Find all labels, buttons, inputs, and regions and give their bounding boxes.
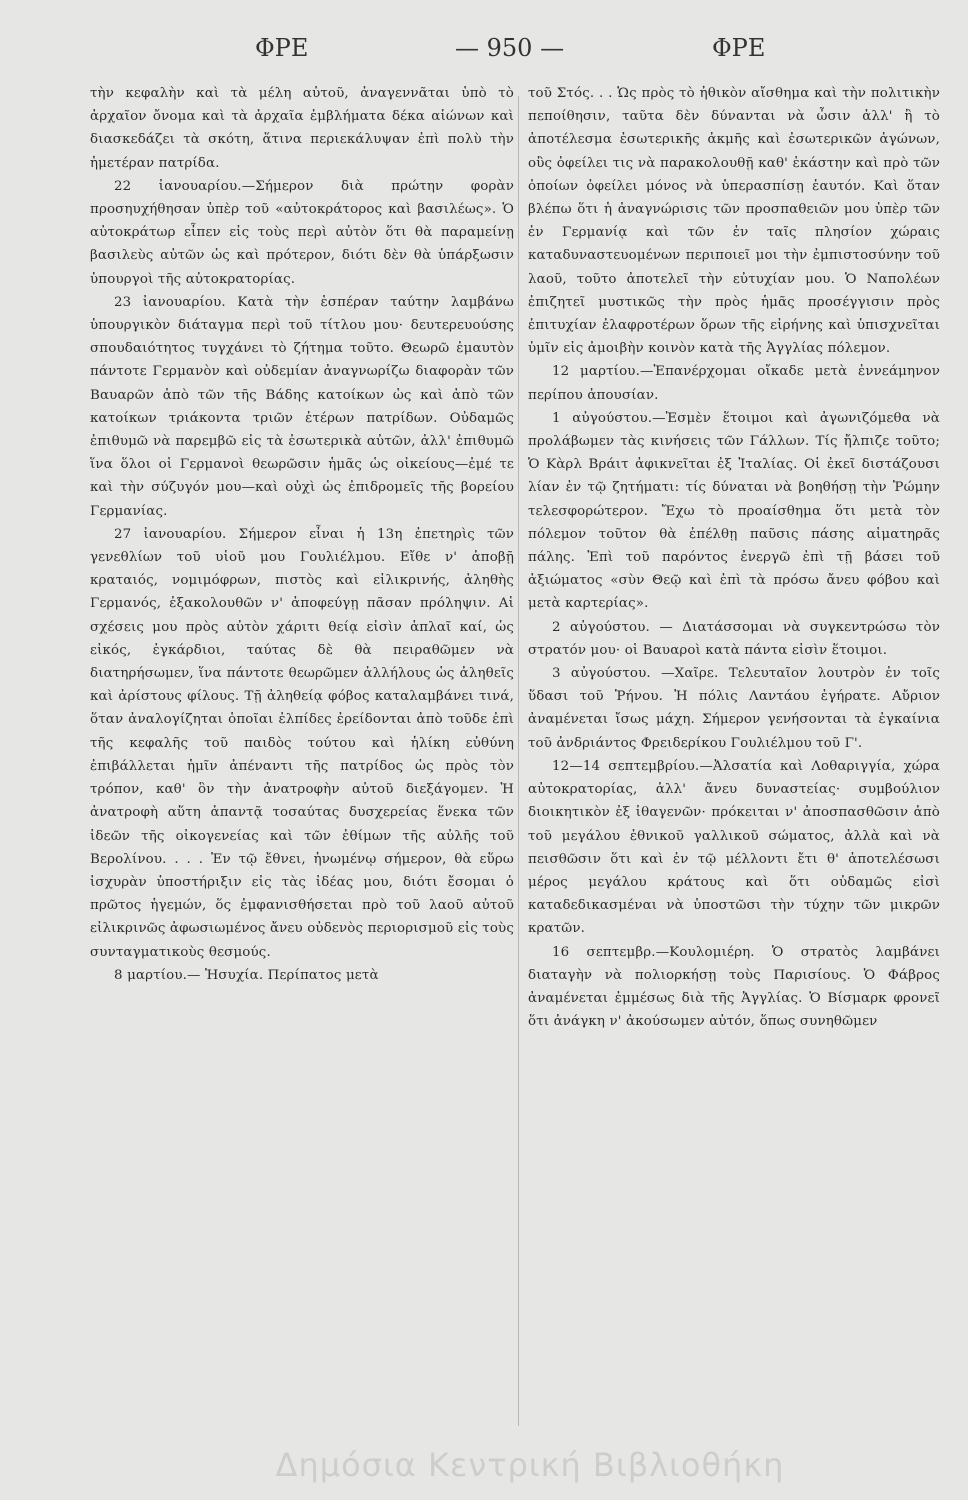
paragraph: τὴν κεφαλὴν καὶ τὰ μέλη αὐτοῦ, ἀναγεννᾶται ὑπὸ τὸ ἀρχαῖον ὄνομα καὶ τὰ ἀρχαῖα ἐμβλήματα δέκα αἰώνων καὶ διασκεδάζει τὰ σκότη, ἅτινα περιεκάλυψαν ἐπὶ πολὺ τὴν ἡμετέραν πατρίδα. <box>90 86 514 171</box>
paragraph: 8 μαρτίου.— Ἡσυχία. Περίπατος μετὰ <box>114 967 379 983</box>
paragraph: 23 ἰανουαρίου. Κατὰ τὴν ἑσπέραν ταύτην λαμβάνω ὑπουργικὸν διάταγμα περὶ τοῦ τίτλου μου· δευτερευούσης σπουδαιότητος τυγχάνει τὸ ζήτημα τοῦτο. Θεωρῶ ἐμαυτὸν πάντοτε Γερμανὸν καὶ οὐδεμίαν ἀναγνωρίζω διαφορὰν τῶν Βαυαρῶν ἀπὸ τῶν τῆς Βάδης κατοίκων ὡς καὶ ἀπὸ τῶν κατοίκων τριάκοντα τριῶν ἑτέρων πατρίδων. Οὐδαμῶς ἐπιθυμῶ νὰ παρεμβῶ εἰς τὰ ἐσωτερικὰ αὐτῶν, ἀλλ' ἐπιθυμῶ ἵνα ὅλοι οἱ Γερμανοὶ θεωρῶσιν ἡμᾶς ὡς οἰκείους—ἐμέ τε καὶ τὴν σύζυγόν μου—καὶ οὐχὶ ὡς ἐπιδρομεῖς τῆς βορείου Γερμανίας. <box>90 294 514 519</box>
right-column <box>528 82 940 1033</box>
paragraph: 12 μαρτίου.—Ἐπανέρχομαι οἴκαδε μετὰ ἐννεάμηνον περίπου ἀπουσίαν. <box>528 364 940 403</box>
header-right-keyword: ΦΡΕ <box>712 34 766 62</box>
paragraph: 27 ἰανουαρίου. Σήμερον εἶναι ἡ 13η ἐπετηρὶς τῶν γενεθλίων τοῦ υἱοῦ μου Γουλιέλμου. Εἴθε ν' ἀποβῇ κραταιός, νομιμόφρων, πιστὸς καὶ εἰλικρινής, ἀληθὴς Γερμανός, ἐξακολουθῶν ν' ἀποφεύγῃ πᾶσαν πρόληψιν. Αἱ σχέσεις μου πρὸς αὐτὸν χάριτι θείᾳ εἰσὶν ἁπλαῖ καί, ὡς εἰκός, ἐγκάρδιοι, ταύτας δὲ θὰ πειραθῶμεν νὰ διατηρήσωμεν, ἵνα πάντοτε θεωρῶμεν ἀλλήλους ὡς ἀληθεῖς καὶ ἀρίστους φίλους. Τῇ ἀληθείᾳ φόβος καταλαμβάνει τινά, ὅταν ἀναλογίζηται ὁποῖαι ἐλπίδες ἐρείδονται ἀπὸ τοῦδε ἐπὶ τῆς κεφαλῆς τοῦ παιδὸς τούτου καὶ ἡλίκη εὐθύνη ἐπιβάλλεται ἡμῖν ἀπέναντι τῆς πατρίδος ὡς πρὸς τὸν τρόπον, καθ' ὃν τὴν ἀνατροφὴν αὐτοῦ διεξάγομεν. Ἡ ἀνατροφὴ αὕτη ἀπαντᾷ τοσαύτας δυσχερείας ἕνεκα τῶν ἰδεῶν τῆς οἰκογενείας καὶ τῶν ἐθίμων τῆς αὐλῆς τοῦ Βερολίνου. . . . Ἐν τῷ ἔθνει, ἡνωμένῳ σήμερον, θὰ εὕρω ἰσχυρὰν ὑποστήριξιν εἰς τὰς ἰδέας μου, διότι ἔσομαι ὁ πρῶτος ἡγεμών, ὅς ἐμφανισθήσεται πρὸ τοῦ λαοῦ αὐτοῦ εἰλικρινῶς ἀφωσιωμένος ἄνευ οὐδενὸς περιορισμοῦ εἰς τοὺς συνταγματικοὺς θεσμούς. <box>90 526 514 960</box>
column-divider <box>518 96 519 1426</box>
library-watermark: Δημόσια Κεντρική Βιβλιοθήκη <box>275 1446 785 1484</box>
paragraph: 1 αὐγούστου.—Ἐσμὲν ἕτοιμοι καὶ ἀγωνιζόμεθα νὰ προλάβωμεν τὰς κινήσεις τῶν Γάλλων. Τίς ἤλπιζε τοῦτο; Ὁ Κὰρλ Βράιτ ἀφικνεῖται ἐξ Ἰταλίας. Οἱ ἐκεῖ διστάζουσι λίαν ἐν τῷ ζητήματι: τίς δύναται νὰ βοηθήσῃ τὴν Ῥώμην τελεσφορώτερον. Ἔχω τὸ προαίσθημα ὅτι μετὰ τὸν πόλεμον τοῦτον θὰ ἐπέλθῃ παῦσις πάσης αἱματηρᾶς πάλης. Ἐπὶ τοῦ παρόντος ἐνεργῶ ἐπὶ τῇ βάσει τοῦ ἀξιώματος «σὺν Θεῷ καὶ ἐπὶ τὰ πρόσω ἄνευ φόβου καὶ μετὰ καρτερίας». <box>528 410 940 612</box>
left-column <box>90 82 514 987</box>
paragraph: 2 αὐγούστου. — Διατάσσομαι νὰ συγκεντρώσω τὸν στρατόν μου· οἱ Βαυαροὶ κατὰ πάντα εἰσὶν ἕτοιμοι. <box>528 619 940 658</box>
paragraph: τοῦ Στός. . . Ὡς πρὸς τὸ ἠθικὸν αἴσθημα καὶ τὴν πολιτικὴν πεποίθησιν, ταῦτα δὲν δύνανται νὰ ὦσιν ἀλλ' ἢ τὸ ἀποτέλεσμα ἐσωτερικῆς ἀκμῆς καὶ ἐσωτερικῶν ἀγώνων, οὓς ὀφείλει τις νὰ παρακολουθῇ καθ' ἑκάστην καὶ πρὸ τῶν ὁποίων ὀφείλει μόνος νὰ ὑπερασπίσῃ ἑαυτόν. Καὶ ὅταν βλέπω ὅτι ἡ ἀναγνώρισις τῶν προσπαθειῶν μου ὑπὲρ τῶν ἐν Γερμανίᾳ καὶ τῶν ἐν ταῖς πλησίον χώραις καταδυναστευομένων περιποιεῖ μοι τὴν ἐμπιστοσύνην τοῦ λαοῦ, τοῦτο ἀποτελεῖ τὴν εὐτυχίαν μου. Ὁ Ναπολέων ἐπιζητεῖ μυστικῶς τὴν πρὸς ἡμᾶς προσέγγισιν πρὸς ἐπιτυχίαν ἐλαφροτέρων ὅρων τῆς εἰρήνης καὶ ὑπισχνεῖται ὑμῖν εἰς ἀμοιβὴν κοινὸν κατὰ τῆς Ἀγγλίας πόλεμον. <box>528 86 940 357</box>
paragraph: 22 ἰανουαρίου.—Σήμερον διὰ πρώτην φορὰν προσηυχήθησαν ὑπὲρ τοῦ «αὐτοκράτορος καὶ βασιλέως». Ὁ αὐτοκράτωρ εἶπεν εἰς τοὺς περὶ αὐτὸν ὅτι θὰ παραμείνῃ βασιλεὺς αὐτῶν ὡς καὶ πρότερον, διότι δὲν θὰ ὑπάρξωσιν ὑπουργοὶ τῆς αὐτοκρατορίας. <box>90 178 514 287</box>
paragraph: 16 σεπτεμβρ.—Κουλομιέρη. Ὁ στρατὸς λαμβάνει διαταγὴν νὰ πολιορκήσῃ τοὺς Παρισίους. Ὁ Φάβρος ἀναμένεται ἐμμέσως διὰ τῆς Ἀγγλίας. Ὁ Βίσμαρκ φρονεῖ ὅτι ἀνάγκη ν' ἀκούσωμεν αὐτόν, ὅπως συνηθῶμεν <box>528 944 940 1030</box>
page-number: — 950 — <box>455 34 565 62</box>
header-left-keyword: ΦΡΕ <box>255 34 309 62</box>
paragraph: 12—14 σεπτεμβρίου.—Ἀλσατία καὶ Λοθαριγγία, χώρα αὐτοκρατορίας, ἀλλ' ἄνευ δυναστείας· συμβούλιον διοικητικὸν ἐξ ἰθαγενῶν· πρόκειται ν' ἀποσπασθῶσιν ἀπὸ τοῦ μεγάλου ἐθνικοῦ γαλλικοῦ σώματος, ἀλλὰ καὶ νὰ πεισθῶσιν ὅτι καὶ ἐν τῷ μέλλοντι ἔτι θ' ἀποτελέσωσι μέρος μεγάλου κράτους καὶ ὅτι οὐδαμῶς εἰσὶ καταδεδικασμέναι νὰ ὑποστῶσι τὴν τύχην τῶν μικρῶν κρατῶν. <box>528 758 940 937</box>
page-header <box>0 34 968 74</box>
paragraph: 3 αὐγούστου. —Χαῖρε. Τελευταῖον λουτρὸν ἐν τοῖς ὕδασι τοῦ Ῥήνου. Ἡ πόλις Λαντάου ἐγήρατε. Αὔριον ἀναμένεται ἴσως μάχη. Σήμερον γενήσονται τὰ ἐγκαίνια τοῦ ἀνδριάντος Φρειδερίκου Γουλιέλμου τοῦ Γ'. <box>528 666 940 751</box>
